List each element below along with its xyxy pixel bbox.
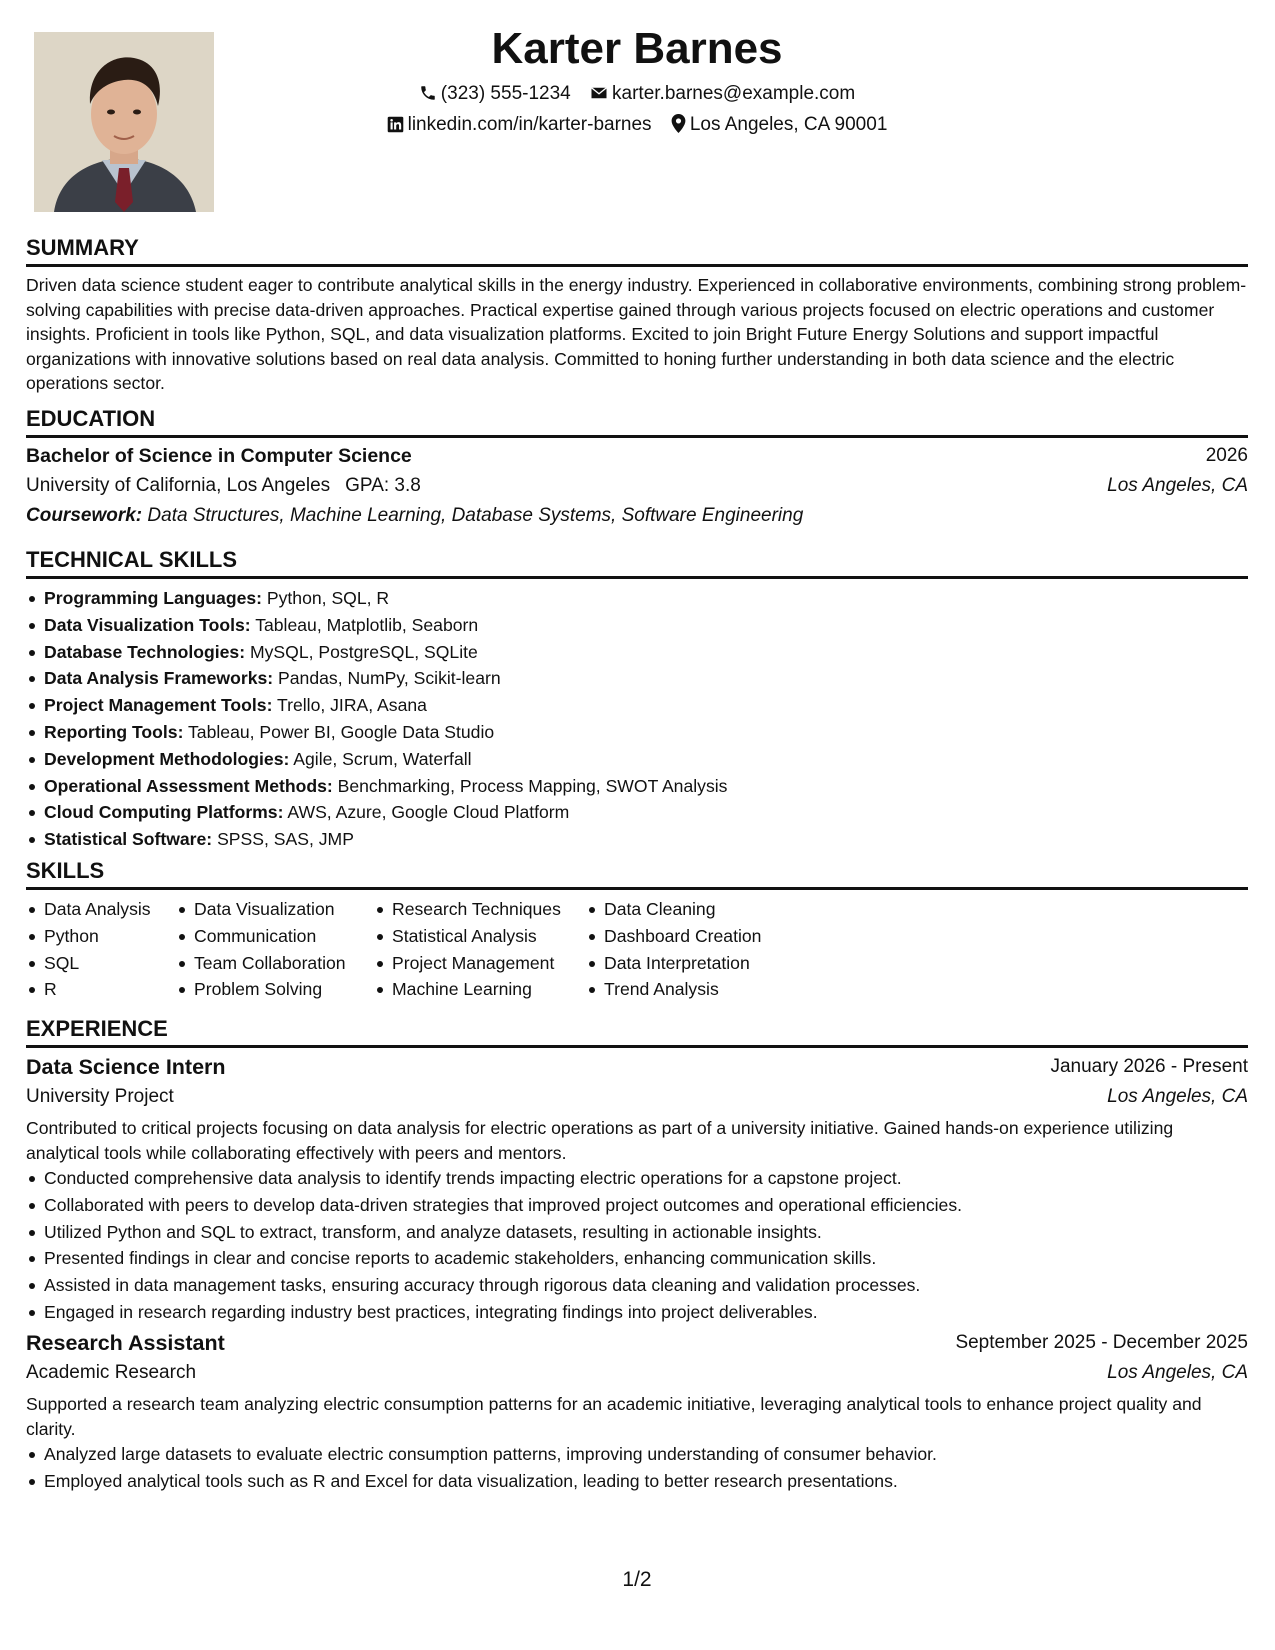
job-2-role: Research Assistant (26, 1331, 225, 1355)
technical-skill-value: Tableau, Power BI, Google Data Studio (188, 721, 495, 742)
job-1-org: University Project (26, 1086, 174, 1107)
resume-header (26, 20, 1248, 140)
phone-text: (323) 555-1234 (440, 83, 571, 104)
skill-item: Project Management (374, 950, 586, 977)
technical-skill-label: Development Methodologies: (44, 748, 290, 769)
experience-heading: EXPERIENCE (26, 1015, 1248, 1048)
job-bullet: Assisted in data management tasks, ensuring accuracy through rigorous data cleaning and validation processes. (26, 1272, 1248, 1299)
technical-skill-value: AWS, Azure, Google Cloud Platform (287, 802, 570, 823)
skill-item: Trend Analysis (586, 976, 786, 1003)
linkedin-text: linkedin.com/in/karter-barnes (407, 114, 652, 135)
skills-column (586, 896, 786, 1003)
technical-skill-value: Python, SQL, R (266, 588, 390, 608)
education-degree-row (26, 441, 1248, 471)
candidate-name: Karter Barnes (491, 24, 783, 73)
technical-skill-label: Database Technologies: (44, 641, 246, 662)
skill-item: Data Interpretation (586, 950, 786, 977)
technical-skill-label: Operational Assessment Methods: (44, 775, 333, 796)
technical-skill-label: Programming Languages: (44, 588, 262, 608)
technical-skill-value: MySQL, PostgreSQL, SQLite (249, 641, 478, 662)
envelope-icon (590, 84, 608, 102)
summary-heading: SUMMARY (26, 234, 1248, 267)
technical-skills-list (26, 585, 1248, 853)
skill-item: R (26, 976, 176, 1003)
phone-contact[interactable] (419, 78, 571, 109)
job-bullet: Presented findings in clear and concise reports to academic stakeholders, enhancing communication skills. (26, 1245, 1248, 1272)
technical-skill-value: Trello, JIRA, Asana (277, 695, 427, 716)
skill-item: Data Visualization (176, 896, 374, 923)
technical-skill-item (26, 639, 1248, 666)
skills-column-list (176, 896, 374, 1003)
technical-skills-heading: TECHNICAL SKILLS (26, 546, 1248, 579)
contact-line-1 (26, 78, 1248, 109)
job-bullet: Conducted comprehensive data analysis to identify trends impacting electric operations for a capstone project. (26, 1165, 1248, 1192)
technical-skill-item (26, 665, 1248, 692)
job-1-org-row (26, 1082, 1248, 1112)
job-bullet: Utilized Python and SQL to extract, transform, and analyze datasets, resulting in actionable insights. (26, 1219, 1248, 1246)
skills-section (26, 896, 1248, 1003)
job-2 (26, 1328, 1248, 1495)
technical-skill-item (26, 585, 1248, 612)
technical-skill-item (26, 826, 1248, 853)
job-1-bullets (26, 1165, 1248, 1326)
linkedin-contact[interactable] (387, 109, 652, 140)
technical-skill-value: Tableau, Matplotlib, Seaborn (255, 614, 479, 635)
coursework-row (26, 501, 1248, 531)
job-1-dates: January 2026 - Present (1050, 1056, 1248, 1077)
linkedin-icon (387, 116, 404, 133)
degree-title: Bachelor of Science in Computer Science (26, 445, 412, 467)
job-1-description: Contributed to critical projects focusing on data analysis for electric operations as part of a university initiative. Gained hands-on experience utilizing analytical tools while collaborating effectively with peers and mentors. (26, 1118, 1174, 1163)
phone-icon (419, 84, 437, 102)
coursework-label: Coursework: (26, 505, 143, 526)
summary-section (26, 273, 1248, 396)
job-2-bullets (26, 1441, 1248, 1495)
technical-skill-item (26, 746, 1248, 773)
job-1-title-row (26, 1052, 1248, 1082)
school-name: University of California, Los Angeles (26, 475, 331, 496)
map-pin-icon (671, 114, 686, 133)
school-location: Los Angeles, CA (1107, 475, 1248, 496)
education-section (26, 441, 1248, 531)
resume-page (26, 0, 1248, 1650)
skill-item: Machine Learning (374, 976, 586, 1003)
skill-item: SQL (26, 950, 176, 977)
email-text: karter.barnes@example.com (612, 83, 856, 104)
summary-text: Driven data science student eager to contribute analytical skills in the energy industry. Experienced in collaborative environments, combining strong problem-solving capabilities with precise data-driven approaches. Practical expertise gained through various projects focused on electric operations and customer insights. Proficient in tools like Python, SQL, and data visualization platforms. Excited to join Bright Future Energy Solutions and support impactful organizations with innovative solutions based on real data analysis. Committed to honing further understanding in both data science and the electric operations sector. (26, 275, 1247, 393)
technical-skill-label: Statistical Software: (44, 829, 213, 850)
skill-item: Problem Solving (176, 976, 374, 1003)
skills-column-list (586, 896, 786, 1003)
skills-column-list (374, 896, 586, 1003)
school-info (26, 471, 421, 501)
technical-skill-item (26, 719, 1248, 746)
technical-skill-item (26, 612, 1248, 639)
technical-skill-value: SPSS, SAS, JMP (217, 829, 354, 850)
technical-skill-label: Cloud Computing Platforms: (44, 802, 284, 823)
technical-skills-section (26, 585, 1248, 853)
job-2-org-row (26, 1358, 1248, 1388)
skill-item: Data Analysis (26, 896, 176, 923)
job-bullet: Employed analytical tools such as R and Excel for data visualization, leading to better research presentations. (26, 1468, 1248, 1495)
job-bullet: Analyzed large datasets to evaluate electric consumption patterns, improving understanding of consumer behavior. (26, 1441, 1248, 1468)
technical-skill-value: Agile, Scrum, Waterfall (293, 748, 472, 769)
education-school-row (26, 471, 1248, 501)
job-bullet: Engaged in research regarding industry best practices, integrating findings into project deliverables. (26, 1299, 1248, 1326)
skills-column (374, 896, 586, 1003)
job-1-role: Data Science Intern (26, 1055, 226, 1079)
technical-skill-value: Pandas, NumPy, Scikit-learn (278, 668, 501, 689)
location-text: Los Angeles, CA 90001 (689, 114, 888, 135)
job-bullet: Collaborated with peers to develop data-driven strategies that improved project outcomes and operational efficiencies. (26, 1192, 1248, 1219)
skill-item: Research Techniques (374, 896, 586, 923)
job-2-description: Supported a research team analyzing electric consumption patterns for an academic initiative, leveraging analytical tools to enhance project quality and clarity. (26, 1394, 1202, 1439)
job-2-dates: September 2025 - December 2025 (955, 1332, 1248, 1353)
technical-skill-item (26, 799, 1248, 826)
page-number: 1/2 (622, 1568, 652, 1591)
technical-skill-item (26, 692, 1248, 719)
skill-item: Dashboard Creation (586, 923, 786, 950)
education-heading: EDUCATION (26, 405, 1248, 438)
coursework-list: Data Structures, Machine Learning, Database Systems, Software Engineering (147, 505, 804, 526)
skills-columns (26, 896, 1248, 1003)
technical-skill-value: Benchmarking, Process Mapping, SWOT Analysis (337, 775, 728, 796)
skill-item: Communication (176, 923, 374, 950)
skill-item: Team Collaboration (176, 950, 374, 977)
skill-item: Python (26, 923, 176, 950)
skill-item: Data Cleaning (586, 896, 786, 923)
gpa-text: GPA: 3.8 (345, 475, 421, 496)
graduation-year: 2026 (1205, 445, 1248, 466)
email-contact[interactable] (590, 78, 855, 109)
technical-skill-item (26, 773, 1248, 800)
job-2-org: Academic Research (26, 1362, 197, 1383)
technical-skill-label: Data Analysis Frameworks: (44, 668, 274, 689)
job-2-title-row (26, 1328, 1248, 1358)
job-2-location: Los Angeles, CA (1107, 1362, 1248, 1383)
job-1-location: Los Angeles, CA (1107, 1086, 1248, 1107)
skill-item: Statistical Analysis (374, 923, 586, 950)
technical-skill-label: Data Visualization Tools: (44, 614, 251, 635)
skills-column (176, 896, 374, 1003)
skills-column-list (26, 896, 176, 1003)
contact-line-2 (26, 109, 1248, 140)
coursework-info (26, 501, 803, 531)
job-1 (26, 1052, 1248, 1326)
skills-column (26, 896, 176, 1003)
technical-skill-label: Project Management Tools: (44, 695, 273, 716)
location-contact (671, 109, 888, 140)
technical-skill-label: Reporting Tools: (44, 721, 184, 742)
skills-heading: SKILLS (26, 857, 1248, 890)
